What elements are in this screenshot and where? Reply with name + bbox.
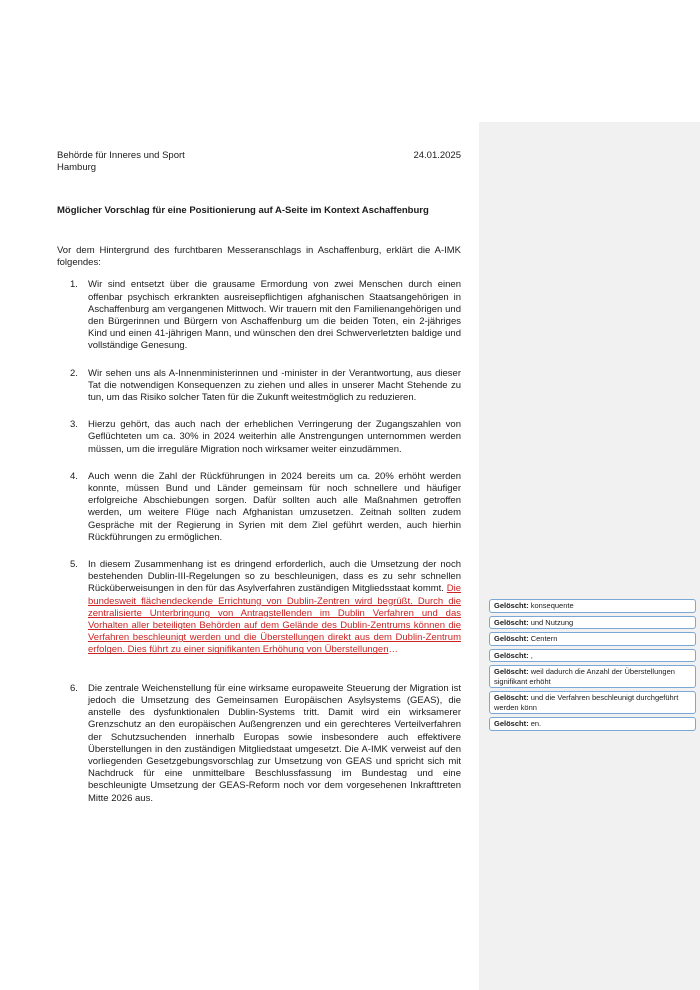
item-number: 4. [70,470,78,482]
list-item [57,559,461,657]
deleted-text: und Nutzung [530,617,574,627]
list-item [57,683,461,805]
item-text: Auch wenn die Zahl der Rückführungen in 2024 bereits um ca. 20% erhöht werden konnte, müssen Bund und Länder gemeinsam für noch schnellere und häufiger erfolgreiche Abschiebungen sorgen. Dafür sollten auch alle Maßnahmen getroffen werden, um weitere Flüge nach Afghanistan umzusetzen. Zeitnah sollten zudem Gespräche mit der Regierung in Syrien mit dem Ziel geführt werden, auch hierhin Rückführungen zu ermöglichen. [88,470,461,543]
list-item [57,279,461,352]
intro-paragraph: Vor dem Hintergrund des furchtbaren Messeranschlags in Aschaffenburg, erklärt die A-IMK folgendes: [57,245,461,269]
deleted-change-balloon[interactable] [489,691,696,714]
deleted-label: Gelöscht: [494,601,529,610]
tracked-insertion-text: Die bundesweit flächendeckende Errichtung von Dublin-Zentren wird begrüßt. Durch die zentralisierte Unterbringung von Antragstellenden im Dublin Verfahren und das Vorhalten aller beteiligten Behörden auf dem Gelände des Dublin-Zentrums können die Verfahren beschleunigt werden und die Überstellungen direkt aus dem Dublin-Zentrum erfolgen. Dies führt zu einer signifikanten Erhöhung von Überstellungen [88,583,461,656]
numbered-list [57,279,461,804]
deleted-text: en. [530,719,542,728]
deleted-change-balloon[interactable] [489,632,696,646]
deleted-label: Gelöscht: [494,667,529,676]
item-number: 3. [70,419,78,431]
item-text: Die zentrale Weichenstellung für eine wirksame europaweite Steuerung der Migration ist jedoch die Umsetzung des Gemeinsamen Europäischen Asylsystems (GEAS), die anstelle des dysfunktionalen Dublin-Systems tritt. Damit wird ein wirksamerer Grenzschutz an den europäischen Außengrenzen und ein gerechteres Verteilverfahren der Schutzsuchenden innerhalb Europas sowie insbesondere auch effektivere Überstellungen in den zuständigen Mitgliedstaat umgesetzt. Die A-IMK verweist auf den vorliegenden Gesetzgebungsvorschlag zur Umsetzung von GEAS und spricht sich mit Nachdruck für eine unmittelbare Beschlussfassung im Bundestag und eine beschleunigte Umsetzung der GEAS-Reform noch vor dem vorgesehenen Inkrafttreten Mitte 2026 aus. [88,682,461,804]
deleted-change-balloon[interactable] [489,649,696,663]
deleted-text: konsequente [530,601,574,610]
document-header [57,150,461,174]
item-number: 2. [70,367,78,379]
document-date: 24.01.2025 [413,150,461,161]
deleted-change-balloon[interactable] [489,717,696,731]
list-item [57,419,461,456]
deleted-label: Gelöscht: [494,617,529,627]
deleted-change-balloon[interactable] [489,616,696,630]
tracked-changes-pane [489,599,696,734]
deleted-label: Gelöscht: [494,650,529,660]
document-page [57,150,461,820]
deleted-text: und die Verfahren beschleunigt durchgeführt werden könn [494,693,679,712]
deletion-mark: … [388,644,399,656]
deleted-label: Gelöscht: [494,693,529,702]
deleted-label: Gelöscht: [494,719,529,728]
item-number: 1. [70,279,78,291]
deleted-text: weil dadurch die Anzahl der Überstellungen signifikant erhöht [494,667,675,686]
list-item [57,368,461,405]
item-text: In diesem Zusammenhang ist es dringend erforderlich, auch die Umsetzung der noch bestehenden Dublin-III-Regelungen so zu beschleunigen, dass es zu sehr schnellen Rücküberweisungen in den für das Asylverfahren zuständigen Mitgliedsstaat kommt. [88,559,461,595]
item-text: Wir sind entsetzt über die grausame Ermordung von zwei Menschen durch einen offenbar psychisch erkrankten ausreisepflichtigen afghanischen Staatsangehörigen in Aschaffenburg am vergangenen Mittwoch. Wir trauern mit den Familienangehörigen und den Bürgerinnen und Bürgern von Aschaffenburg um die beiden Toten, ein 2-jähriges Kind und einen 41-jährigen Mann, und wünschen den drei Schwerverletzten baldige und vollständige Genesung. [88,279,461,352]
deleted-change-balloon[interactable] [489,665,696,688]
deleted-label: Gelöscht: [494,634,529,643]
sender-address [57,150,185,174]
markup-area [479,122,700,990]
deleted-change-balloon[interactable] [489,599,696,613]
item-text: Wir sehen uns als A-Innenministerinnen und -minister in der Verantwortung, aus dieser Tat die notwendigen Konsequenzen zu ziehen und alles in unserer Macht Stehende zu tun, um das Risiko solcher Taten für die Zukunft weitestmöglich zu reduzieren. [88,367,461,404]
sender-city: Hamburg [57,162,97,173]
item-number: 6. [70,682,78,694]
deleted-text: Centern [530,634,558,643]
item-number: 5. [70,559,78,571]
document-title: Möglicher Vorschlag für eine Positionierung auf A-Seite im Kontext Aschaffenburg [57,205,429,216]
deleted-text: , [530,650,533,660]
sender-org: Behörde für Inneres und Sport [57,150,185,161]
list-item [57,471,461,544]
item-text: Hierzu gehört, das auch nach der erheblichen Verringerung der Zugangszahlen von Geflüchteten um ca. 30% in 2024 weiterhin alle Anstrengungen unternommen werden müssen, um die irreguläre Migration noch wirksamer weiter einzudämmen. [88,419,461,455]
